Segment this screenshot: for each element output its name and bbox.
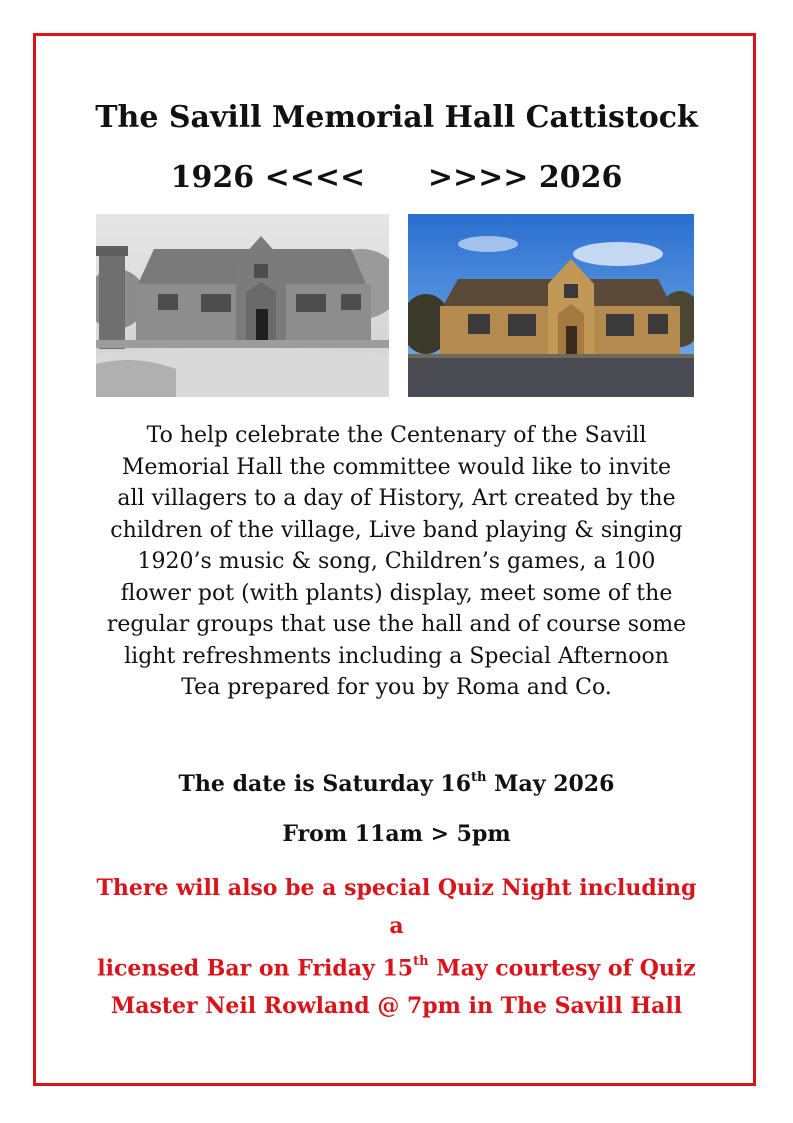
intro-line: Memorial Hall the committee would like to invite	[121, 454, 672, 480]
intro-line: flower pot (with plants) display, meet some of the	[120, 580, 673, 606]
intro-line: all villagers to a day of History, Art created by the	[117, 486, 676, 511]
date-ordinal: th	[471, 769, 487, 785]
date-text: The date is Saturday 16	[178, 771, 472, 797]
modern-hall-photo	[408, 214, 694, 397]
intro-line: 1920’s music & song, Children’s games, a 100	[137, 549, 656, 574]
intro-line: Tea prepared for you by Roma and Co.	[181, 675, 612, 700]
date-month-year: May 2026	[486, 771, 615, 797]
quiz-courtesy-text: May courtesy of Quiz	[428, 955, 696, 982]
intro-line: light refreshments including a Special Afternoon	[124, 643, 669, 669]
quiz-night-notice	[90, 869, 703, 1025]
quiz-date-text: licensed Bar on Friday 15	[97, 955, 414, 982]
event-date	[0, 771, 793, 797]
intro-line: children of the village, Live band playing & singing	[110, 517, 683, 543]
event-time: From 11am > 5pm	[282, 821, 511, 847]
historic-hall-photo	[96, 214, 389, 397]
quiz-line: There will also be a special Quiz Night including a	[96, 875, 697, 939]
years-heading: 1926 <<<< >>>> 2026	[170, 160, 623, 195]
quiz-date-ordinal: th	[413, 954, 429, 969]
quiz-line: Master Neil Rowland @ 7pm in The Savill Hall	[110, 993, 683, 1020]
intro-line: To help celebrate the Centenary of the Savill	[146, 423, 647, 448]
quiz-line	[90, 945, 703, 987]
invitation-text	[90, 420, 703, 704]
page-title: The Savill Memorial Hall Cattistock	[95, 100, 698, 135]
intro-line: regular groups that use the hall and of course some	[106, 612, 687, 637]
